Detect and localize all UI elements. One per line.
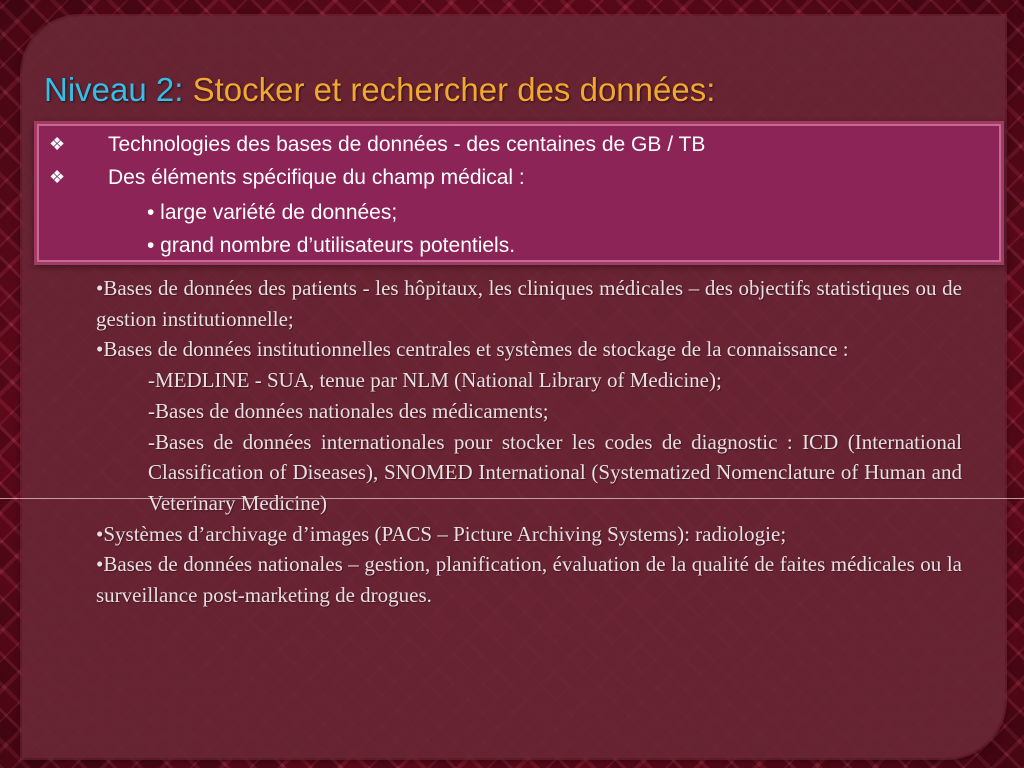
box-item-technologies: Technologies des bases de données - des centaines de GB / TB xyxy=(108,133,706,156)
subitem-drug-databases: -Bases de données nationales des médicaments; xyxy=(148,398,549,423)
diamond-bullet-icon: ❖ xyxy=(49,134,66,154)
box-item-medical-elements: Des éléments spécifique du champ médical : xyxy=(108,166,525,189)
subitem-international-codes: -Bases de données internationales pour stocker les codes de diagnostic : ICD (International Classification of Diseases), SNOMED International (Systematized Nomenclature of Human and Veterinary Medicine) xyxy=(148,429,962,515)
paragraph-patient-databases: •Bases de données des patients - les hôpitaux, les cliniques médicales – des objectifs statistiques ou de gestion institutionnelle; xyxy=(96,276,962,331)
slide-title xyxy=(44,70,715,110)
title-level: Niveau 2: xyxy=(44,71,184,108)
paragraph-institutional-databases: •Bases de données institutionnelles centrales et systèmes de stockage de la connaissance : xyxy=(96,337,849,362)
diamond-bullet-icon: ❖ xyxy=(49,167,66,187)
highlight-box xyxy=(34,121,1004,265)
box-subitem-variety: • large variété de données; xyxy=(147,201,398,224)
title-topic: Stocker et rechercher des données: xyxy=(192,71,716,108)
box-subitem-users: • grand nombre d’utilisateurs potentiels. xyxy=(147,234,516,257)
body-text xyxy=(96,273,962,611)
paragraph-pacs: •Systèmes d’archivage d’images (PACS – Picture Archiving Systems): radiologie; xyxy=(96,521,787,546)
subitem-medline: -MEDLINE - SUA, tenue par NLM (National Library of Medicine); xyxy=(148,368,722,393)
paragraph-national-databases: •Bases de données nationales – gestion, planification, évaluation de la qualité de faites médicales ou la surveillance post-marketing de drogues. xyxy=(96,552,962,608)
